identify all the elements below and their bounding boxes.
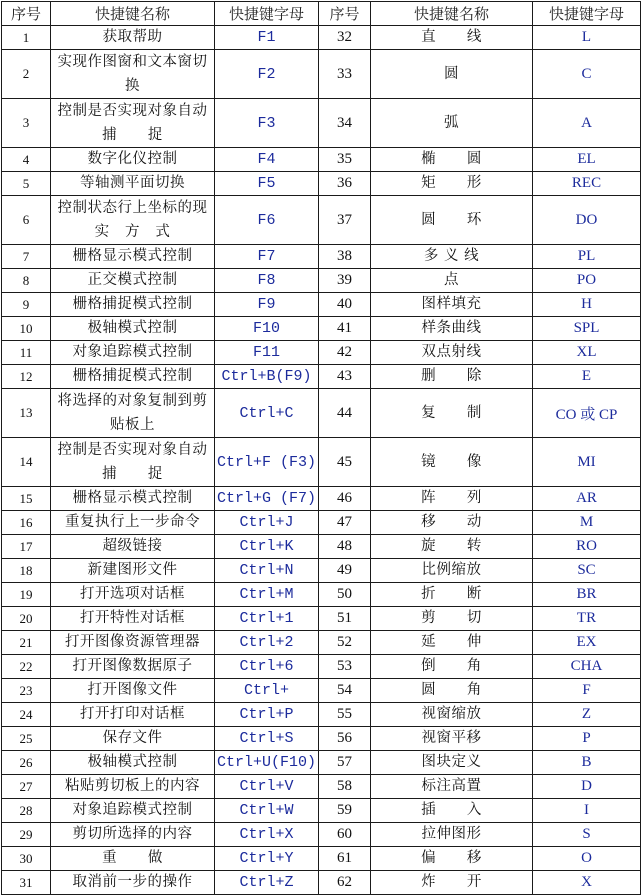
table-row bbox=[2, 799, 641, 823]
row-num-left: 15 bbox=[2, 487, 51, 511]
shortcut-key-right: C bbox=[533, 50, 641, 99]
table-row bbox=[2, 847, 641, 871]
shortcut-name-right: 删 除 bbox=[371, 365, 533, 389]
shortcut-key-right: A bbox=[533, 99, 641, 148]
shortcut-key-left: Ctrl+N bbox=[215, 559, 319, 583]
row-num-left: 1 bbox=[2, 26, 51, 50]
row-num-right: 34 bbox=[319, 99, 371, 148]
shortcut-name-right: 双点射线 bbox=[371, 341, 533, 365]
shortcut-name-left: 正交模式控制 bbox=[51, 269, 215, 293]
header-row bbox=[2, 2, 641, 26]
row-num-left: 3 bbox=[2, 99, 51, 148]
shortcut-key-left: Ctrl+G (F7) bbox=[215, 487, 319, 511]
shortcut-key-right: EL bbox=[533, 148, 641, 172]
row-num-left: 7 bbox=[2, 245, 51, 269]
shortcut-key-left: Ctrl+V bbox=[215, 775, 319, 799]
shortcut-key-right: H bbox=[533, 293, 641, 317]
shortcut-name-left: 栅格捕捉模式控制 bbox=[51, 293, 215, 317]
shortcut-key-right: BR bbox=[533, 583, 641, 607]
shortcut-name-left: 获取帮助 bbox=[51, 26, 215, 50]
shortcut-name-left: 打开图像数据原子 bbox=[51, 655, 215, 679]
shortcut-key-right: F bbox=[533, 679, 641, 703]
table-row bbox=[2, 727, 641, 751]
shortcut-key-left: Ctrl+C bbox=[215, 389, 319, 438]
shortcut-key-left: Ctrl+S bbox=[215, 727, 319, 751]
shortcut-name-left: 等轴测平面切换 bbox=[51, 172, 215, 196]
row-num-right: 46 bbox=[319, 487, 371, 511]
header-num-right: 序号 bbox=[319, 2, 371, 26]
table-row bbox=[2, 317, 641, 341]
shortcut-name-right: 拉伸图形 bbox=[371, 823, 533, 847]
shortcut-key-left: Ctrl+K bbox=[215, 535, 319, 559]
shortcut-name-left: 新建图形文件 bbox=[51, 559, 215, 583]
table-row bbox=[2, 269, 641, 293]
shortcut-key-left: Ctrl+Y bbox=[215, 847, 319, 871]
table-row bbox=[2, 823, 641, 847]
shortcut-name-left: 打开选项对话框 bbox=[51, 583, 215, 607]
shortcut-name-right: 延 伸 bbox=[371, 631, 533, 655]
row-num-right: 35 bbox=[319, 148, 371, 172]
shortcut-name-right: 多 义 线 bbox=[371, 245, 533, 269]
shortcut-name-left: 对象追踪模式控制 bbox=[51, 341, 215, 365]
shortcut-name-right: 矩 形 bbox=[371, 172, 533, 196]
row-num-left: 14 bbox=[2, 438, 51, 487]
row-num-left: 13 bbox=[2, 389, 51, 438]
table-row bbox=[2, 679, 641, 703]
row-num-left: 4 bbox=[2, 148, 51, 172]
row-num-right: 56 bbox=[319, 727, 371, 751]
header-name-right: 快捷键名称 bbox=[371, 2, 533, 26]
shortcut-key-left: Ctrl+P bbox=[215, 703, 319, 727]
row-num-left: 22 bbox=[2, 655, 51, 679]
shortcut-name-right: 偏 移 bbox=[371, 847, 533, 871]
shortcut-key-left: Ctrl+X bbox=[215, 823, 319, 847]
shortcut-name-right: 标注高置 bbox=[371, 775, 533, 799]
header-key: 快捷键字母 bbox=[215, 2, 319, 26]
shortcut-key-left: Ctrl+W bbox=[215, 799, 319, 823]
shortcut-name-right: 直 线 bbox=[371, 26, 533, 50]
shortcut-key-right: RO bbox=[533, 535, 641, 559]
table-row bbox=[2, 365, 641, 389]
shortcut-name-left: 保存文件 bbox=[51, 727, 215, 751]
row-num-left: 26 bbox=[2, 751, 51, 775]
table-row bbox=[2, 703, 641, 727]
shortcut-key-right: E bbox=[533, 365, 641, 389]
row-num-left: 23 bbox=[2, 679, 51, 703]
shortcut-key-right: DO bbox=[533, 196, 641, 245]
shortcut-key-right: X bbox=[533, 871, 641, 895]
shortcut-key-left: Ctrl+M bbox=[215, 583, 319, 607]
row-num-left: 17 bbox=[2, 535, 51, 559]
row-num-left: 16 bbox=[2, 511, 51, 535]
shortcut-name-left: 实现作图窗和文本窗切换 bbox=[51, 50, 215, 99]
shortcut-key-left: F1 bbox=[215, 26, 319, 50]
shortcut-name-right: 图样填充 bbox=[371, 293, 533, 317]
shortcut-name-right: 圆 bbox=[371, 50, 533, 99]
row-num-left: 11 bbox=[2, 341, 51, 365]
shortcut-key-left: Ctrl+B(F9) bbox=[215, 365, 319, 389]
shortcut-name-left: 极轴模式控制 bbox=[51, 317, 215, 341]
shortcut-name-left: 取消前一步的操作 bbox=[51, 871, 215, 895]
shortcut-key-left: F7 bbox=[215, 245, 319, 269]
shortcut-key-right: P bbox=[533, 727, 641, 751]
row-num-right: 58 bbox=[319, 775, 371, 799]
row-num-right: 57 bbox=[319, 751, 371, 775]
shortcut-name-left: 对象追踪模式控制 bbox=[51, 799, 215, 823]
shortcut-key-left: Ctrl+1 bbox=[215, 607, 319, 631]
shortcut-name-left: 打开图像文件 bbox=[51, 679, 215, 703]
shortcut-name-left: 超级链接 bbox=[51, 535, 215, 559]
shortcut-name-left: 将选择的对象复制到剪贴板上 bbox=[51, 389, 215, 438]
row-num-left: 21 bbox=[2, 631, 51, 655]
shortcut-key-right: CHA bbox=[533, 655, 641, 679]
table-row bbox=[2, 293, 641, 317]
row-num-right: 44 bbox=[319, 389, 371, 438]
shortcut-key-right: MI bbox=[533, 438, 641, 487]
row-num-right: 54 bbox=[319, 679, 371, 703]
row-num-left: 28 bbox=[2, 799, 51, 823]
shortcut-key-left: Ctrl+U(F10) bbox=[215, 751, 319, 775]
shortcut-name-right: 移 动 bbox=[371, 511, 533, 535]
row-num-right: 41 bbox=[319, 317, 371, 341]
shortcut-name-right: 剪 切 bbox=[371, 607, 533, 631]
shortcut-name-right: 折 断 bbox=[371, 583, 533, 607]
row-num-right: 43 bbox=[319, 365, 371, 389]
row-num-left: 9 bbox=[2, 293, 51, 317]
table-row bbox=[2, 389, 641, 438]
shortcut-key-right: O bbox=[533, 847, 641, 871]
shortcut-key-left: F10 bbox=[215, 317, 319, 341]
row-num-left: 6 bbox=[2, 196, 51, 245]
shortcut-key-left: Ctrl+6 bbox=[215, 655, 319, 679]
row-num-right: 48 bbox=[319, 535, 371, 559]
header-key-right: 快捷键字母 bbox=[533, 2, 641, 26]
table-row bbox=[2, 631, 641, 655]
shortcut-key-right: I bbox=[533, 799, 641, 823]
shortcut-name-right: 旋 转 bbox=[371, 535, 533, 559]
table-row bbox=[2, 99, 641, 148]
row-num-right: 59 bbox=[319, 799, 371, 823]
shortcut-key-left: F9 bbox=[215, 293, 319, 317]
table-row bbox=[2, 487, 641, 511]
row-num-left: 5 bbox=[2, 172, 51, 196]
row-num-left: 29 bbox=[2, 823, 51, 847]
row-num-left: 2 bbox=[2, 50, 51, 99]
table-row bbox=[2, 26, 641, 50]
shortcut-key-right: Z bbox=[533, 703, 641, 727]
shortcut-name-left: 剪切所选择的内容 bbox=[51, 823, 215, 847]
row-num-right: 45 bbox=[319, 438, 371, 487]
shortcut-key-left: F3 bbox=[215, 99, 319, 148]
row-num-right: 62 bbox=[319, 871, 371, 895]
shortcut-name-left: 重复执行上一步命令 bbox=[51, 511, 215, 535]
table-row bbox=[2, 607, 641, 631]
shortcut-name-right: 镜 像 bbox=[371, 438, 533, 487]
row-num-right: 55 bbox=[319, 703, 371, 727]
shortcut-name-right: 弧 bbox=[371, 99, 533, 148]
shortcut-key-right: XL bbox=[533, 341, 641, 365]
row-num-left: 10 bbox=[2, 317, 51, 341]
shortcut-name-right: 圆 环 bbox=[371, 196, 533, 245]
shortcut-key-right: PO bbox=[533, 269, 641, 293]
shortcut-key-right: PL bbox=[533, 245, 641, 269]
shortcut-key-right: M bbox=[533, 511, 641, 535]
row-num-left: 8 bbox=[2, 269, 51, 293]
shortcut-name-left: 粘贴剪切板上的内容 bbox=[51, 775, 215, 799]
row-num-right: 38 bbox=[319, 245, 371, 269]
table-row bbox=[2, 511, 641, 535]
shortcut-name-right: 视窗平移 bbox=[371, 727, 533, 751]
shortcut-name-left: 栅格显示模式控制 bbox=[51, 487, 215, 511]
shortcut-key-right: TR bbox=[533, 607, 641, 631]
table-row bbox=[2, 775, 641, 799]
shortcut-name-right: 视窗缩放 bbox=[371, 703, 533, 727]
shortcut-name-left: 打开特性对话框 bbox=[51, 607, 215, 631]
shortcut-key-right: REC bbox=[533, 172, 641, 196]
row-num-right: 52 bbox=[319, 631, 371, 655]
row-num-right: 53 bbox=[319, 655, 371, 679]
row-num-left: 19 bbox=[2, 583, 51, 607]
shortcut-name-left: 极轴模式控制 bbox=[51, 751, 215, 775]
shortcut-name-right: 倒 角 bbox=[371, 655, 533, 679]
header-num: 序号 bbox=[2, 2, 51, 26]
shortcut-name-right: 样条曲线 bbox=[371, 317, 533, 341]
row-num-left: 12 bbox=[2, 365, 51, 389]
shortcut-name-right: 图块定义 bbox=[371, 751, 533, 775]
table-row bbox=[2, 341, 641, 365]
row-num-left: 24 bbox=[2, 703, 51, 727]
row-num-right: 36 bbox=[319, 172, 371, 196]
shortcut-key-left: F11 bbox=[215, 341, 319, 365]
shortcut-name-left: 栅格显示模式控制 bbox=[51, 245, 215, 269]
shortcut-key-left: Ctrl+ bbox=[215, 679, 319, 703]
shortcut-name-right: 插 入 bbox=[371, 799, 533, 823]
row-num-left: 18 bbox=[2, 559, 51, 583]
table-row bbox=[2, 655, 641, 679]
row-num-right: 47 bbox=[319, 511, 371, 535]
shortcut-name-left: 打开图像资源管理器 bbox=[51, 631, 215, 655]
table-row bbox=[2, 535, 641, 559]
shortcut-name-left: 控制是否实现对象自动捕 捉 bbox=[51, 438, 215, 487]
shortcut-name-right: 复 制 bbox=[371, 389, 533, 438]
table-row bbox=[2, 172, 641, 196]
table-body bbox=[2, 26, 641, 895]
shortcut-key-left: Ctrl+J bbox=[215, 511, 319, 535]
shortcut-key-left: Ctrl+F (F3) bbox=[215, 438, 319, 487]
table-row bbox=[2, 583, 641, 607]
shortcut-key-left: F2 bbox=[215, 50, 319, 99]
table-row bbox=[2, 148, 641, 172]
row-num-right: 32 bbox=[319, 26, 371, 50]
table-row bbox=[2, 438, 641, 487]
row-num-right: 39 bbox=[319, 269, 371, 293]
table-row bbox=[2, 751, 641, 775]
row-num-left: 20 bbox=[2, 607, 51, 631]
row-num-left: 25 bbox=[2, 727, 51, 751]
shortcut-key-right: AR bbox=[533, 487, 641, 511]
row-num-right: 40 bbox=[319, 293, 371, 317]
row-num-right: 42 bbox=[319, 341, 371, 365]
shortcut-key-right: SC bbox=[533, 559, 641, 583]
shortcut-name-left: 打开打印对话框 bbox=[51, 703, 215, 727]
table-row bbox=[2, 50, 641, 99]
table-row bbox=[2, 245, 641, 269]
shortcut-key-left: Ctrl+Z bbox=[215, 871, 319, 895]
shortcut-key-right: SPL bbox=[533, 317, 641, 341]
row-num-right: 61 bbox=[319, 847, 371, 871]
table-row bbox=[2, 196, 641, 245]
row-num-left: 27 bbox=[2, 775, 51, 799]
shortcut-name-left: 数字化仪控制 bbox=[51, 148, 215, 172]
row-num-right: 60 bbox=[319, 823, 371, 847]
shortcut-name-left: 控制状态行上坐标的现实 方 式 bbox=[51, 196, 215, 245]
shortcut-name-left: 重 做 bbox=[51, 847, 215, 871]
shortcut-name-right: 椭 圆 bbox=[371, 148, 533, 172]
shortcut-key-right: EX bbox=[533, 631, 641, 655]
shortcut-name-left: 控制是否实现对象自动捕 捉 bbox=[51, 99, 215, 148]
shortcut-key-left: F8 bbox=[215, 269, 319, 293]
shortcut-name-right: 点 bbox=[371, 269, 533, 293]
shortcut-key-right: B bbox=[533, 751, 641, 775]
row-num-right: 37 bbox=[319, 196, 371, 245]
table-row bbox=[2, 871, 641, 895]
shortcut-key-right: D bbox=[533, 775, 641, 799]
shortcut-name-right: 炸 开 bbox=[371, 871, 533, 895]
table-row bbox=[2, 559, 641, 583]
shortcut-key-left: F6 bbox=[215, 196, 319, 245]
row-num-right: 50 bbox=[319, 583, 371, 607]
shortcut-name-right: 阵 列 bbox=[371, 487, 533, 511]
shortcut-table bbox=[1, 1, 641, 895]
header-name: 快捷键名称 bbox=[51, 2, 215, 26]
shortcut-key-right: CO 或 CP bbox=[533, 389, 641, 438]
row-num-right: 51 bbox=[319, 607, 371, 631]
shortcut-key-right: S bbox=[533, 823, 641, 847]
shortcut-name-right: 圆 角 bbox=[371, 679, 533, 703]
row-num-left: 30 bbox=[2, 847, 51, 871]
shortcut-name-left: 栅格捕捉模式控制 bbox=[51, 365, 215, 389]
row-num-right: 33 bbox=[319, 50, 371, 99]
row-num-left: 31 bbox=[2, 871, 51, 895]
shortcut-key-right: L bbox=[533, 26, 641, 50]
shortcut-key-left: Ctrl+2 bbox=[215, 631, 319, 655]
shortcut-key-left: F4 bbox=[215, 148, 319, 172]
row-num-right: 49 bbox=[319, 559, 371, 583]
shortcut-key-left: F5 bbox=[215, 172, 319, 196]
shortcut-name-right: 比例缩放 bbox=[371, 559, 533, 583]
